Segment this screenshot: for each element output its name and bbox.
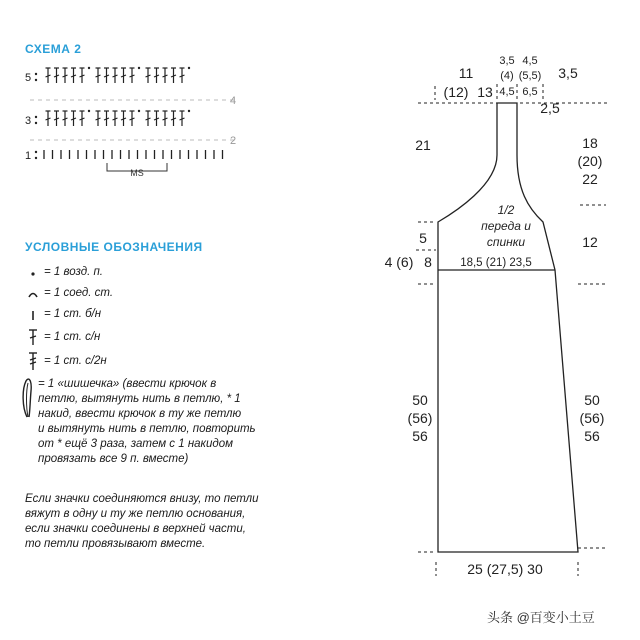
row-number: 2 [230, 135, 237, 147]
legend-item: = 1 ст. с/2н [26, 349, 113, 373]
right-mid-dim: 12 [582, 234, 598, 250]
bottom-width: 25 (27,5) 30 [467, 561, 543, 577]
right-upper-3: 22 [582, 171, 598, 187]
legend-item: = 1 возд. п. [26, 262, 113, 283]
strap-width2-1: 4,5 [522, 55, 538, 67]
strap-width-2: (4) [500, 70, 514, 82]
strap-width-3: 4,5 [499, 86, 515, 98]
left-body-2: (56) [407, 410, 433, 426]
legend-note: Если значки соединяются внизу, то петли вяжут в одну и ту же петлю основания, если значки соединены в верхней части, то петли провязывают вместе. [25, 493, 259, 550]
legend-item: = 1 ст. б/н [26, 304, 113, 325]
armhole-height: 21 [415, 137, 431, 153]
repeat-label: MS [130, 168, 144, 178]
garment-outline [438, 103, 578, 552]
top-left-dim-3: 13 [477, 84, 493, 100]
right-upper-2: (20) [577, 153, 603, 169]
left-small-dim: 5 [419, 230, 427, 246]
bust-width: 18,5 (21) 23,5 [460, 257, 532, 269]
legend-item: = 1 соед. ст. [26, 283, 113, 304]
right-body-2: (56) [579, 410, 605, 426]
row-number: 4 [230, 95, 237, 107]
row-number: 3 [25, 115, 32, 127]
top-right-small-dim: 2,5 [540, 100, 560, 116]
strap-width2-3: 6,5 [522, 86, 538, 98]
row-number: 5 [25, 72, 32, 84]
bobble-description: = 1 «шишечка» (ввести крючок в петлю, вытянуть нить в петлю, * 1 накид, ввести крючок в ту же петлю и вытянуть нить в петлю, повторить от * ещё 3 раза, затем с 1 накидом провязать все 9 п. вместе) [38, 378, 256, 465]
piece-label-2: переда и [481, 219, 531, 233]
piece-label-3: спинки [486, 235, 526, 249]
piece-label-1: 1/2 [497, 203, 515, 217]
right-body-1: 50 [584, 392, 600, 408]
left-8-dim-1: 4 (6) [384, 254, 414, 270]
left-body-3: 56 [412, 428, 428, 444]
legend-title: УСЛОВНЫЕ ОБОЗНАЧЕНИЯ [25, 240, 203, 254]
watermark: 头条 @百变小土豆 [487, 610, 595, 625]
left-8-dim-2: 8 [424, 254, 432, 270]
left-body-1: 50 [412, 392, 428, 408]
top-right-dim: 3,5 [558, 65, 578, 81]
legend-item: = 1 ст. с/н [26, 325, 113, 349]
top-left-dim-1: 11 [458, 65, 474, 81]
schema-title: СХЕМА 2 [25, 42, 82, 56]
right-upper-1: 18 [582, 135, 598, 151]
right-body-3: 56 [584, 428, 600, 444]
strap-width-1: 3,5 [499, 55, 515, 67]
row-number: 1 [25, 150, 32, 162]
strap-width2-2: (5,5) [518, 70, 542, 82]
top-left-dim-2: (12) [443, 84, 469, 100]
